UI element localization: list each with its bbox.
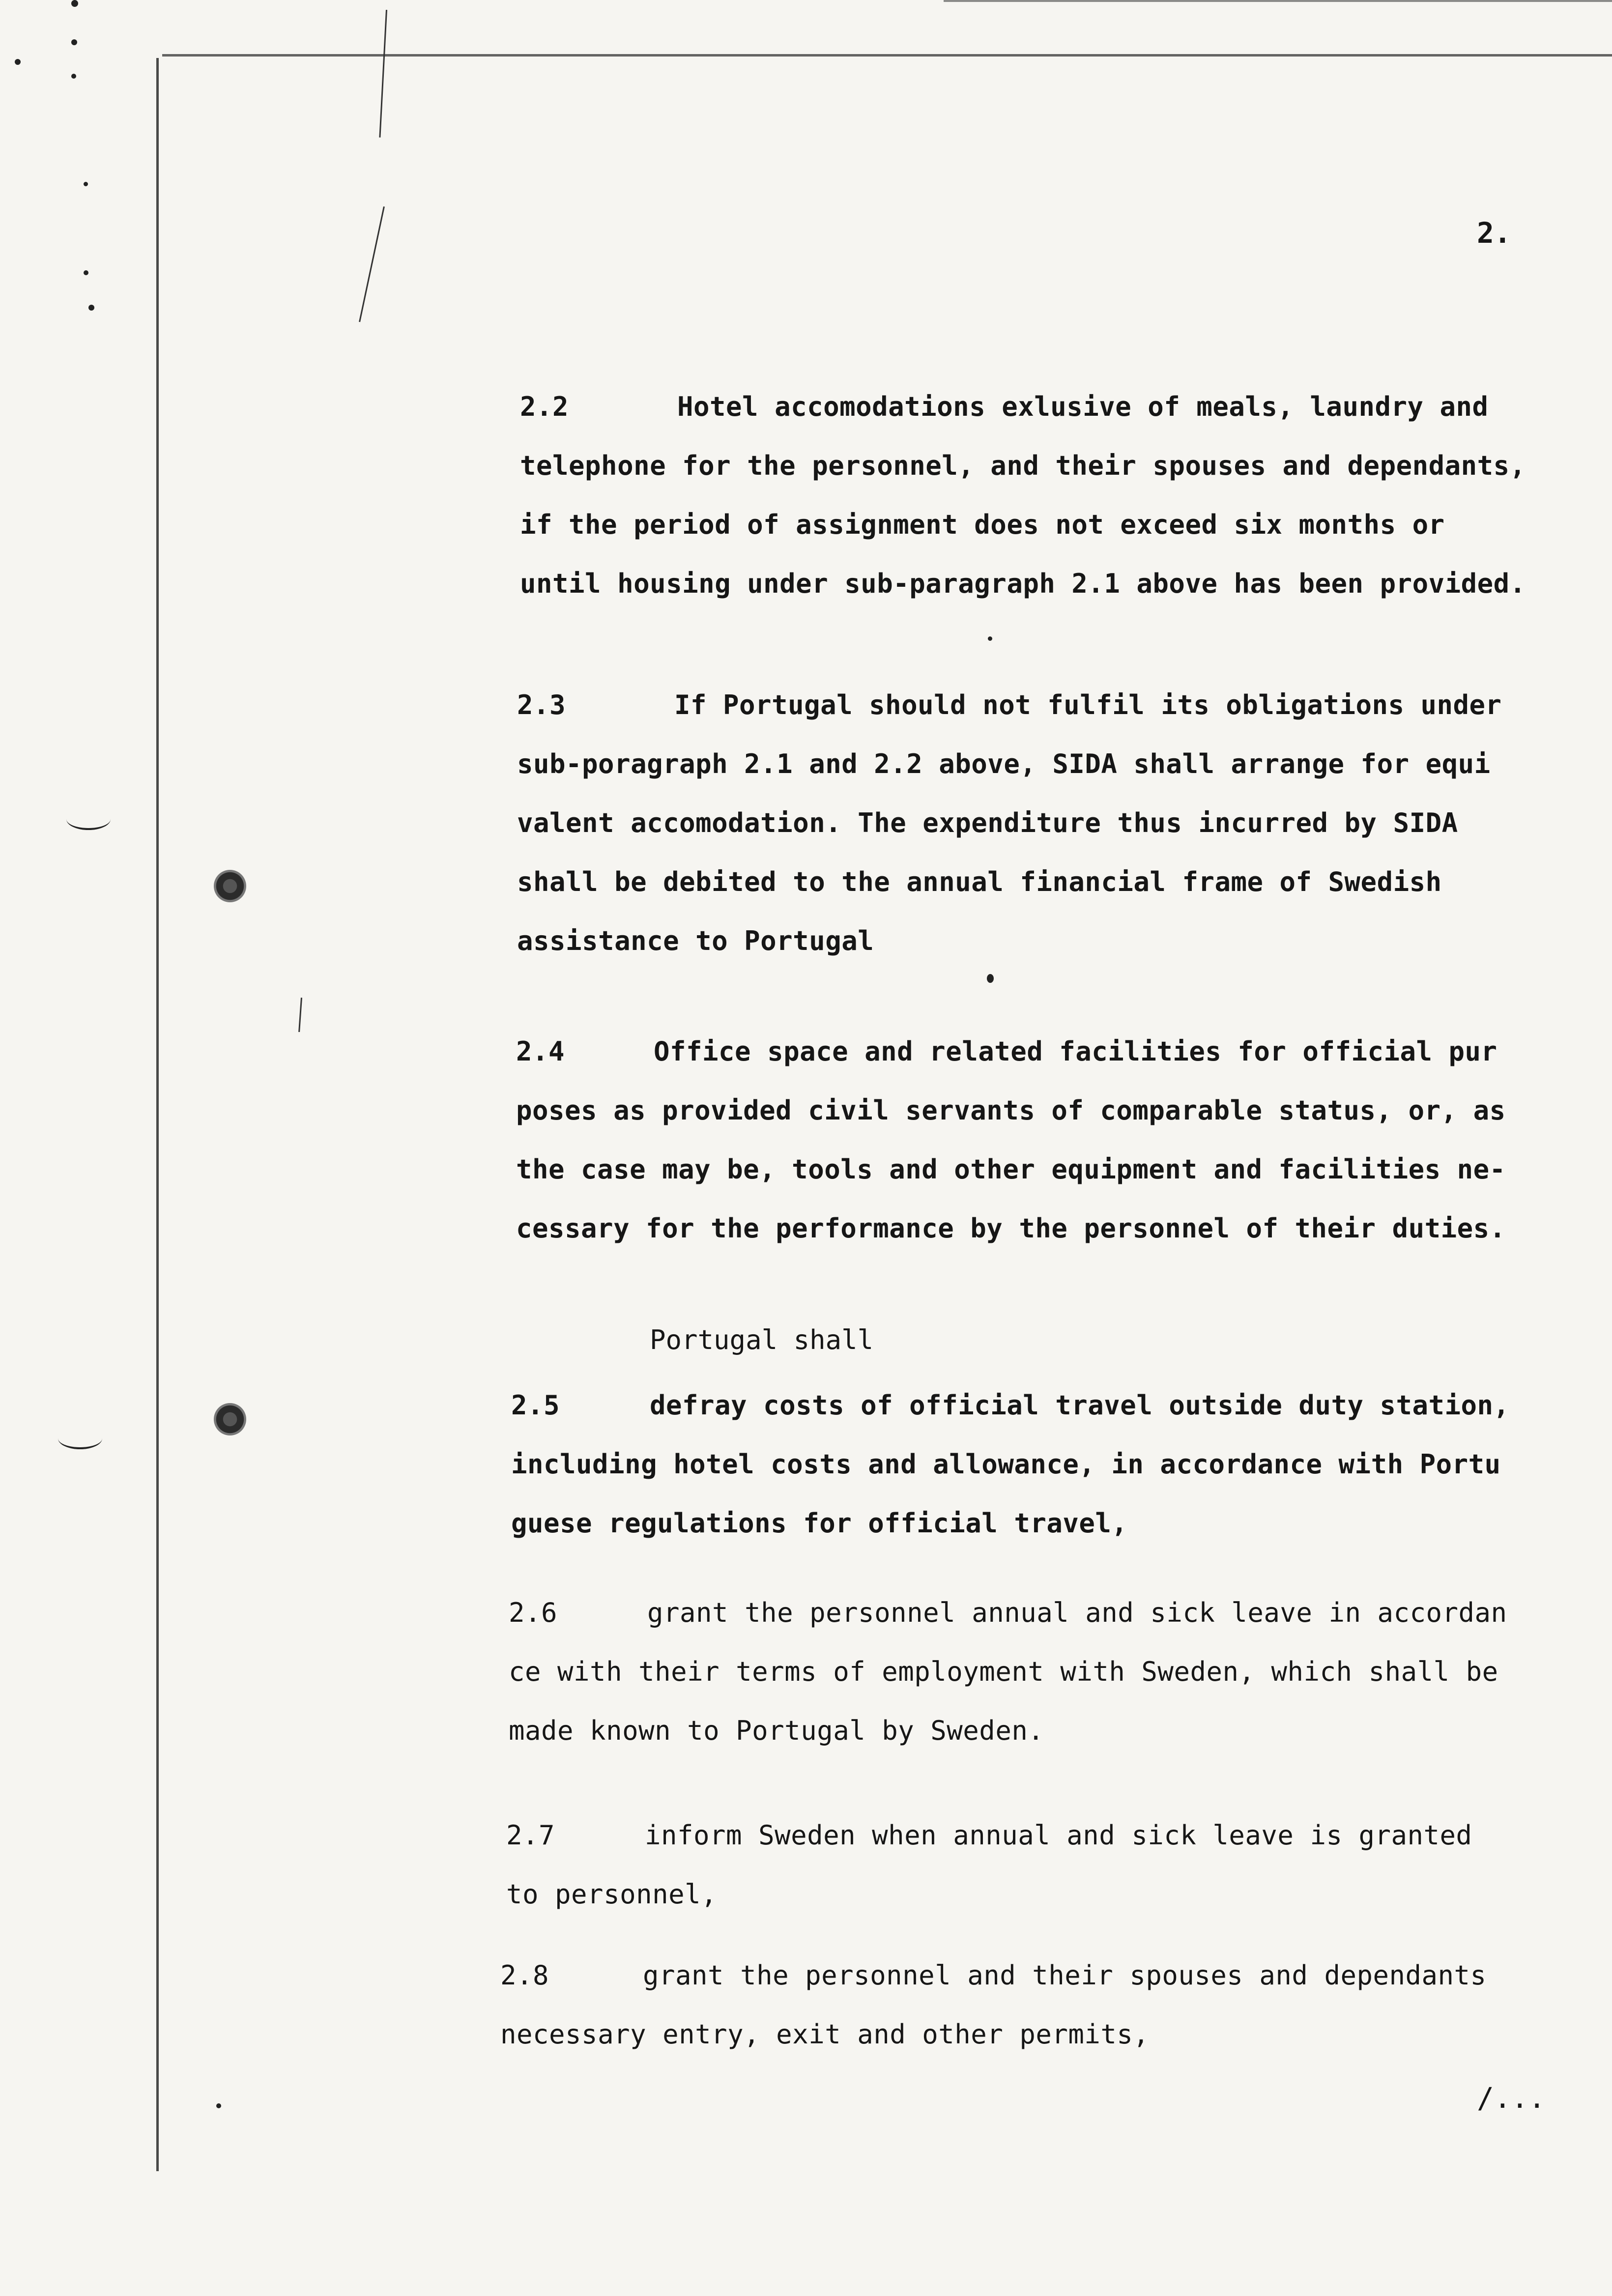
paragraph-2-3 <box>517 676 1502 971</box>
paragraph-number: 2.5 <box>511 1390 560 1421</box>
paragraph-line: necessary entry, exit and other permits, <box>500 2019 1150 2050</box>
paragraph-line: shall be debited to the annual financial frame of Swedish <box>517 866 1442 897</box>
paragraph-2-5 <box>511 1376 1510 1553</box>
paragraph-line: the case may be, tools and other equipment and facilities ne- <box>516 1154 1506 1185</box>
paragraph-line: ce with their terms of employment with Sweden, which shall be <box>509 1656 1498 1687</box>
paragraph-line: if the period of assignment does not exceed six months or <box>520 509 1445 540</box>
speck <box>88 305 94 311</box>
pen-stroke <box>379 10 387 138</box>
paragraph-line: If Portugal should not fulfil its obligations under <box>674 689 1502 720</box>
speck <box>15 59 21 65</box>
paragraph-line: Hotel accomodations exlusive of meals, laundry and <box>677 391 1489 422</box>
binding-mark <box>58 1428 102 1449</box>
pen-stroke <box>298 998 302 1032</box>
speck <box>71 39 77 45</box>
paragraph-line: including hotel costs and allowance, in accordance with Portu <box>511 1449 1501 1480</box>
paragraph-line: valent accomodation. The expenditure thus incurred by SIDA <box>517 807 1458 838</box>
top-rule <box>162 54 1612 57</box>
paragraph-number: 2.7 <box>506 1820 555 1851</box>
paragraph-line: cessary for the performance by the personnel of their duties. <box>516 1213 1506 1244</box>
paragraph-number: 2.2 <box>520 391 569 422</box>
left-margin-line <box>156 58 159 2171</box>
paragraph-number: 2.3 <box>517 689 566 720</box>
pen-stroke <box>359 206 385 322</box>
paragraph-number: 2.8 <box>500 1960 549 1991</box>
paragraph-line: telephone for the personnel, and their spouses and dependants, <box>520 450 1526 481</box>
paragraph-line: made known to Portugal by Sweden. <box>509 1715 1044 1746</box>
punch-hole <box>214 1403 246 1435</box>
continuation-mark: /... <box>1477 2081 1546 2115</box>
paragraph-2-8 <box>500 1946 1487 2064</box>
section-heading: Portugal shall <box>650 1324 874 1355</box>
binding-mark <box>66 808 111 830</box>
punch-hole <box>214 870 246 902</box>
speck <box>84 182 88 186</box>
paragraph-2-2 <box>520 377 1526 613</box>
paragraph-line: guese regulations for official travel, <box>511 1508 1128 1539</box>
speck <box>987 974 994 983</box>
speck <box>71 0 78 7</box>
paragraph-line: sub-poragraph 2.1 and 2.2 above, SIDA shall arrange for equi <box>517 748 1491 779</box>
paragraph-number: 2.6 <box>509 1597 558 1628</box>
paragraph-line: poses as provided civil servants of comparable status, or, as <box>516 1095 1506 1126</box>
paragraph-line: grant the personnel and their spouses and dependants <box>643 1960 1487 1991</box>
paragraph-line: inform Sweden when annual and sick leave is granted <box>645 1820 1472 1851</box>
paragraph-line: to personnel, <box>506 1879 718 1910</box>
paragraph-line: grant the personnel annual and sick leave in accordan <box>647 1597 1507 1628</box>
speck <box>84 270 88 275</box>
speck <box>216 2103 221 2108</box>
paragraph-line: assistance to Portugal <box>517 925 874 956</box>
paragraph-2-6 <box>509 1583 1507 1760</box>
paragraph-2-7 <box>506 1806 1472 1924</box>
page-number: 2. <box>1477 216 1511 250</box>
paragraph-line: Office space and related facilities for official pur <box>654 1036 1497 1067</box>
paragraph-number: 2.4 <box>516 1036 565 1067</box>
paragraph-2-4 <box>516 1022 1506 1258</box>
paragraph-line: until housing under sub-paragraph 2.1 above has been provided. <box>520 568 1526 599</box>
speck <box>988 636 992 641</box>
speck <box>71 74 76 79</box>
top-edge-line <box>944 0 1612 2</box>
paragraph-line: defray costs of official travel outside duty station, <box>650 1390 1510 1421</box>
